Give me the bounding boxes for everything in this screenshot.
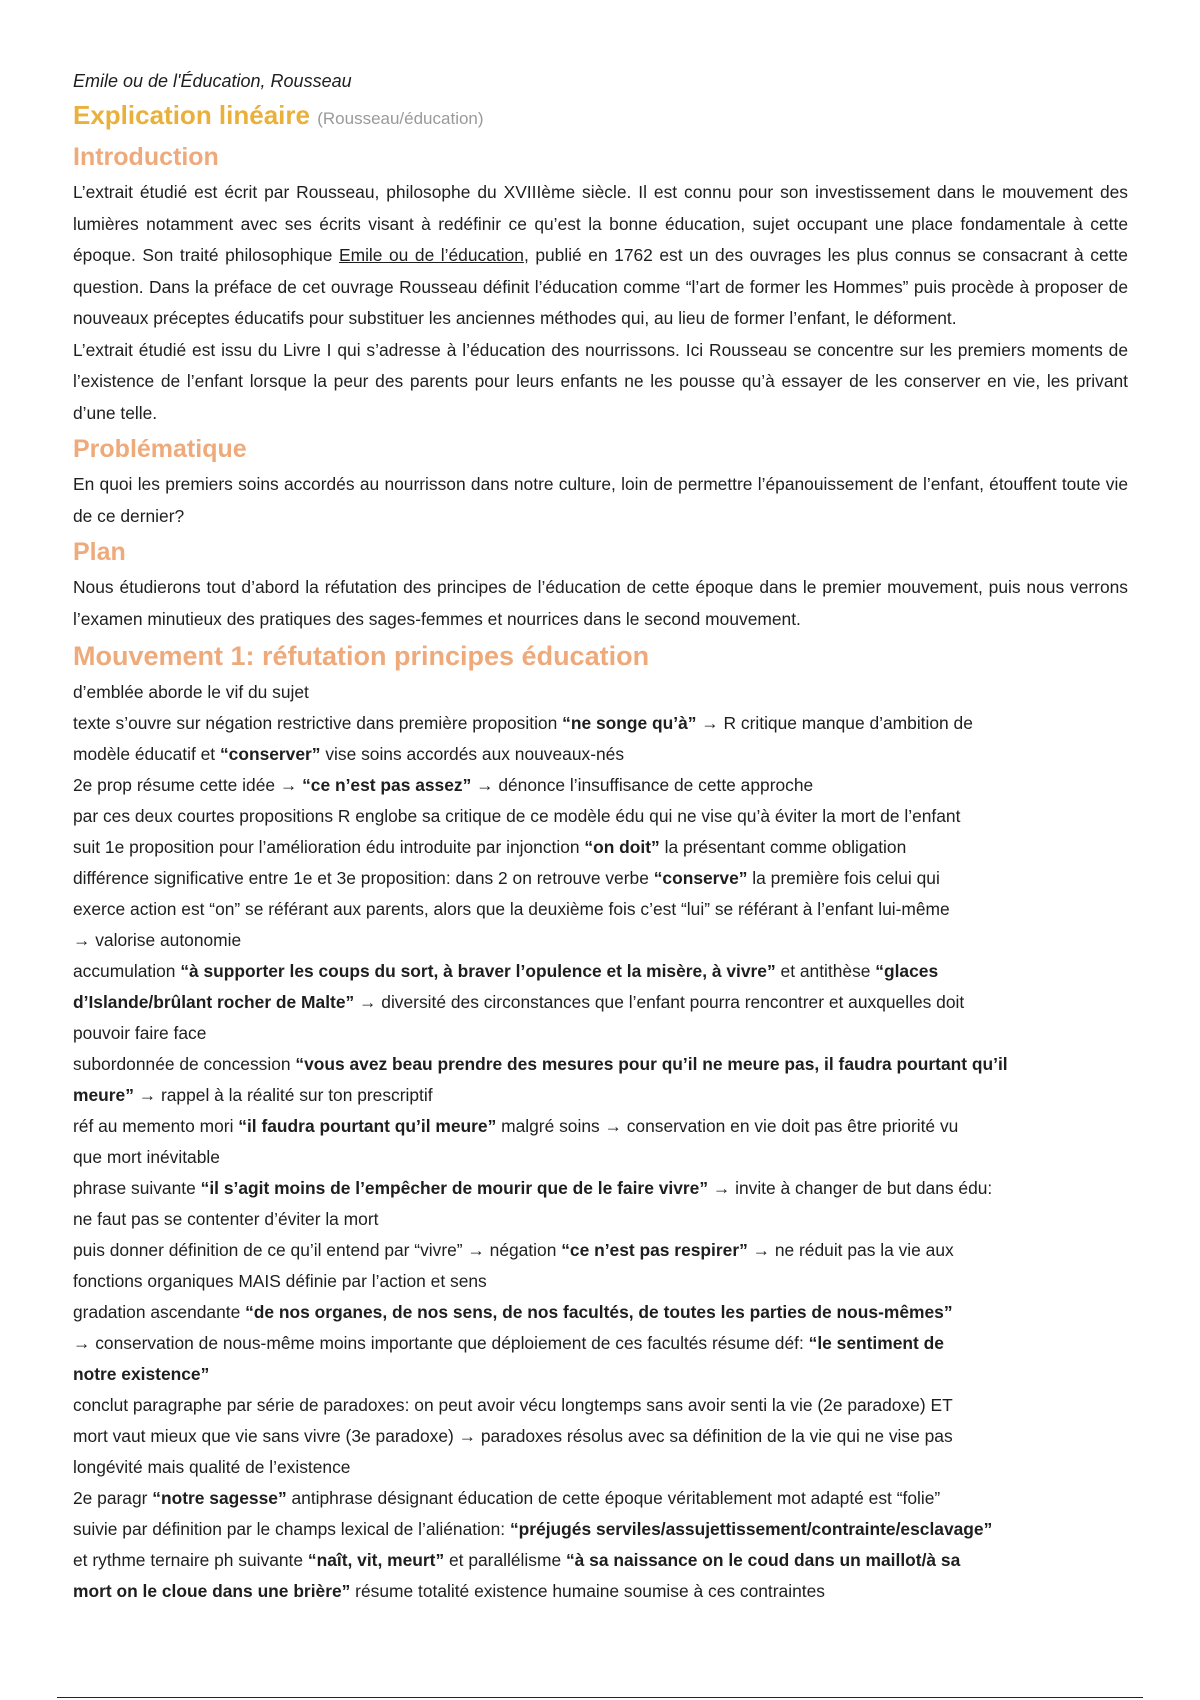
note-line: d’Islande/brûlant rocher de Malte” → diversité des circonstances que l’enfant pourra rencontrer et auxquelles doit [73, 992, 965, 1012]
quote: “préjugés serviles/assujettissement/contrainte/esclavage” [509, 1519, 993, 1539]
work-title: Emile ou de l’éducation [338, 245, 524, 265]
note-line: texte s’ouvre sur négation restrictive dans première proposition “ne songe qu’à” → R critique manque d’ambition de [73, 713, 973, 733]
note-line: 2e paragr “notre sagesse” antiphrase désignant éducation de cette époque véritablement mot adapté est “folie” [73, 1488, 941, 1508]
title-parenthetical: (Rousseau/éducation) [317, 109, 484, 128]
note-line: exerce action est “on” se référant aux parents, alors que la deuxième fois c’est “lui” se référant à l’enfant lui-même [73, 899, 950, 919]
intro-paragraph-1: L’extrait étudié est écrit par Rousseau, philosophe du XVIIIème siècle. Il est connu pour son investissement dans le mouvement des lumières notamment avec ses écrits visant à redéfinir ce qu’est la bonne éducation, sujet occupant une place fondamentale à cette époque. Son traité philosophique Emile ou de l’éducation, publié en 1762 est un des ouvrages les plus connus se consacrant à cette question. Dans la préface de cet ouvrage Rousseau définit l’éducation comme “l’art de former les Hommes” puis procède à proposer de nouveaux préceptes éducatifs pour substituer les anciennes méthodes qui, au lieu de former l’enfant, le déforment. [73, 182, 1128, 328]
note-line: mort vaut mieux que vie sans vivre (3e paradoxe) → paradoxes résolus avec sa définition de la vie qui ne vise pas [73, 1426, 953, 1446]
heading-plan: Plan [73, 538, 126, 566]
problematique-text: En quoi les premiers soins accordés au nourrisson dans notre culture, loin de permettre l’épanouissement de l’enfant, étouffent toute vie de ce dernier? [73, 474, 1128, 526]
quote: “on doit” [584, 837, 660, 857]
document-title [73, 98, 1128, 136]
document-subtitle: Emile ou de l'Éducation, Rousseau [73, 71, 352, 91]
note-line: subordonnée de concession “vous avez beau prendre des mesures pour qu’il ne meure pas, il faudra pourtant qu’il [73, 1054, 1008, 1074]
note-line: différence significative entre 1e et 3e proposition: dans 2 on retrouve verbe “conserve” la première fois celui qui [73, 868, 940, 888]
note-line: phrase suivante “il s’agit moins de l’empêcher de mourir que de le faire vivre” → invite à changer de but dans édu: [73, 1178, 993, 1198]
heading-introduction: Introduction [73, 143, 219, 171]
quote: “glaces [875, 961, 939, 981]
heading-problematique: Problématique [73, 435, 247, 463]
note-line: puis donner définition de ce qu’il entend par “vivre” → négation “ce n’est pas respirer” → ne réduit pas la vie aux [73, 1240, 954, 1260]
note-line: conclut paragraphe par série de paradoxes: on peut avoir vécu longtemps sans avoir senti la vie (2e paradoxe) ET [73, 1395, 953, 1415]
note-line: longévité mais qualité de l’existence [73, 1457, 351, 1477]
quote: “de nos organes, de nos sens, de nos facultés, de toutes les parties de nous-mêmes” [245, 1302, 953, 1322]
quote: “ne songe qu’à” [562, 713, 697, 733]
note-line: → valorise autonomie [73, 930, 242, 950]
note-line: réf au memento mori “il faudra pourtant qu’il meure” malgré soins → conservation en vie doit pas être priorité vu [73, 1116, 959, 1136]
note-line [73, 1359, 1128, 1390]
quote: “conserve” [653, 868, 748, 888]
note-line: modèle éducatif et “conserver” vise soins accordés aux nouveaux-nés [73, 744, 625, 764]
title-text: Explication linéaire [73, 100, 310, 130]
document-page [73, 68, 1128, 1607]
note-line: par ces deux courtes propositions R englobe sa critique de ce modèle édu qui ne vise qu’à éviter la mort de l’enfant [73, 806, 961, 826]
quote: “il faudra pourtant qu’il meure” [238, 1116, 497, 1136]
note-line: pouvoir faire face [73, 1023, 207, 1043]
quote: “le sentiment de [808, 1333, 944, 1353]
quote: “ce n’est pas respirer” [561, 1240, 748, 1260]
quote: “conserver” [219, 744, 321, 764]
quote: “à sa naissance on le coud dans un maillot/à sa [565, 1550, 961, 1570]
note-line: 2e prop résume cette idée → “ce n’est pas assez” → dénonce l’insuffisance de cette approche [73, 775, 814, 795]
plan-text: Nous étudierons tout d’abord la réfutation des principes de l’éducation de cette époque dans le premier mouvement, puis nous verrons l’examen minutieux des pratiques des sages-femmes et nourrices dans le second mouvement. [73, 577, 1128, 629]
quote: “ce n’est pas assez” [302, 775, 472, 795]
footer-rule [57, 1697, 1143, 1698]
quote: notre existence” [73, 1364, 210, 1384]
quote: d’Islande/brûlant rocher de Malte” [73, 992, 355, 1012]
note-line: d’emblée aborde le vif du sujet [73, 682, 309, 702]
analysis-notes [73, 677, 1128, 1607]
quote: meure” [73, 1085, 134, 1105]
quote: “notre sagesse” [152, 1488, 287, 1508]
intro-paragraph-2: L’extrait étudié est issu du Livre I qui s’adresse à l’éducation des nourrissons. Ici Rousseau se concentre sur les premiers moments de l’existence de l’enfant lorsque la peur des parents pour leurs enfants ne les pousse qu’à essayer de les conserver en vie, les privant d’une telle. [73, 339, 1128, 423]
note-line: suivie par définition par le champs lexical de l’aliénation: “préjugés serviles/assujettissement/contrainte/esclavage” [73, 1519, 993, 1539]
note-line: fonctions organiques MAIS définie par l’action et sens [73, 1271, 487, 1291]
note-line: ne faut pas se contenter d’éviter la mort [73, 1209, 379, 1229]
quote: “vous avez beau prendre des mesures pour qu’il ne meure pas, il faudra pourtant qu’il [295, 1054, 1008, 1074]
note-line: suit 1e proposition pour l’amélioration édu introduite par injonction “on doit” la présentant comme obligation [73, 837, 907, 857]
quote: “à supporter les coups du sort, à braver l’opulence et la misère, à vivre” [180, 961, 776, 981]
note-line: accumulation “à supporter les coups du sort, à braver l’opulence et la misère, à vivre” et antithèse “glaces [73, 961, 939, 981]
note-line: meure” → rappel à la réalité sur ton prescriptif [73, 1085, 433, 1105]
note-line: → conservation de nous-même moins importante que déploiement de ces facultés résume déf: “le sentiment de [73, 1333, 944, 1353]
quote: “naît, vit, meurt” [307, 1550, 445, 1570]
note-line: et rythme ternaire ph suivante “naît, vit, meurt” et parallélisme “à sa naissance on le coud dans un maillot/à sa [73, 1550, 961, 1570]
quote: “il s’agit moins de l’empêcher de mourir que de le faire vivre” [200, 1178, 709, 1198]
quote: mort on le cloue dans une brière” [73, 1581, 351, 1601]
note-line: mort on le cloue dans une brière” résume totalité existence humaine soumise à ces contraintes [73, 1581, 825, 1601]
heading-mouvement-1: Mouvement 1: réfutation principes éducation [73, 641, 650, 671]
note-line: que mort inévitable [73, 1147, 220, 1167]
note-line: gradation ascendante “de nos organes, de nos sens, de nos facultés, de toutes les parties de nous-mêmes” [73, 1302, 953, 1322]
